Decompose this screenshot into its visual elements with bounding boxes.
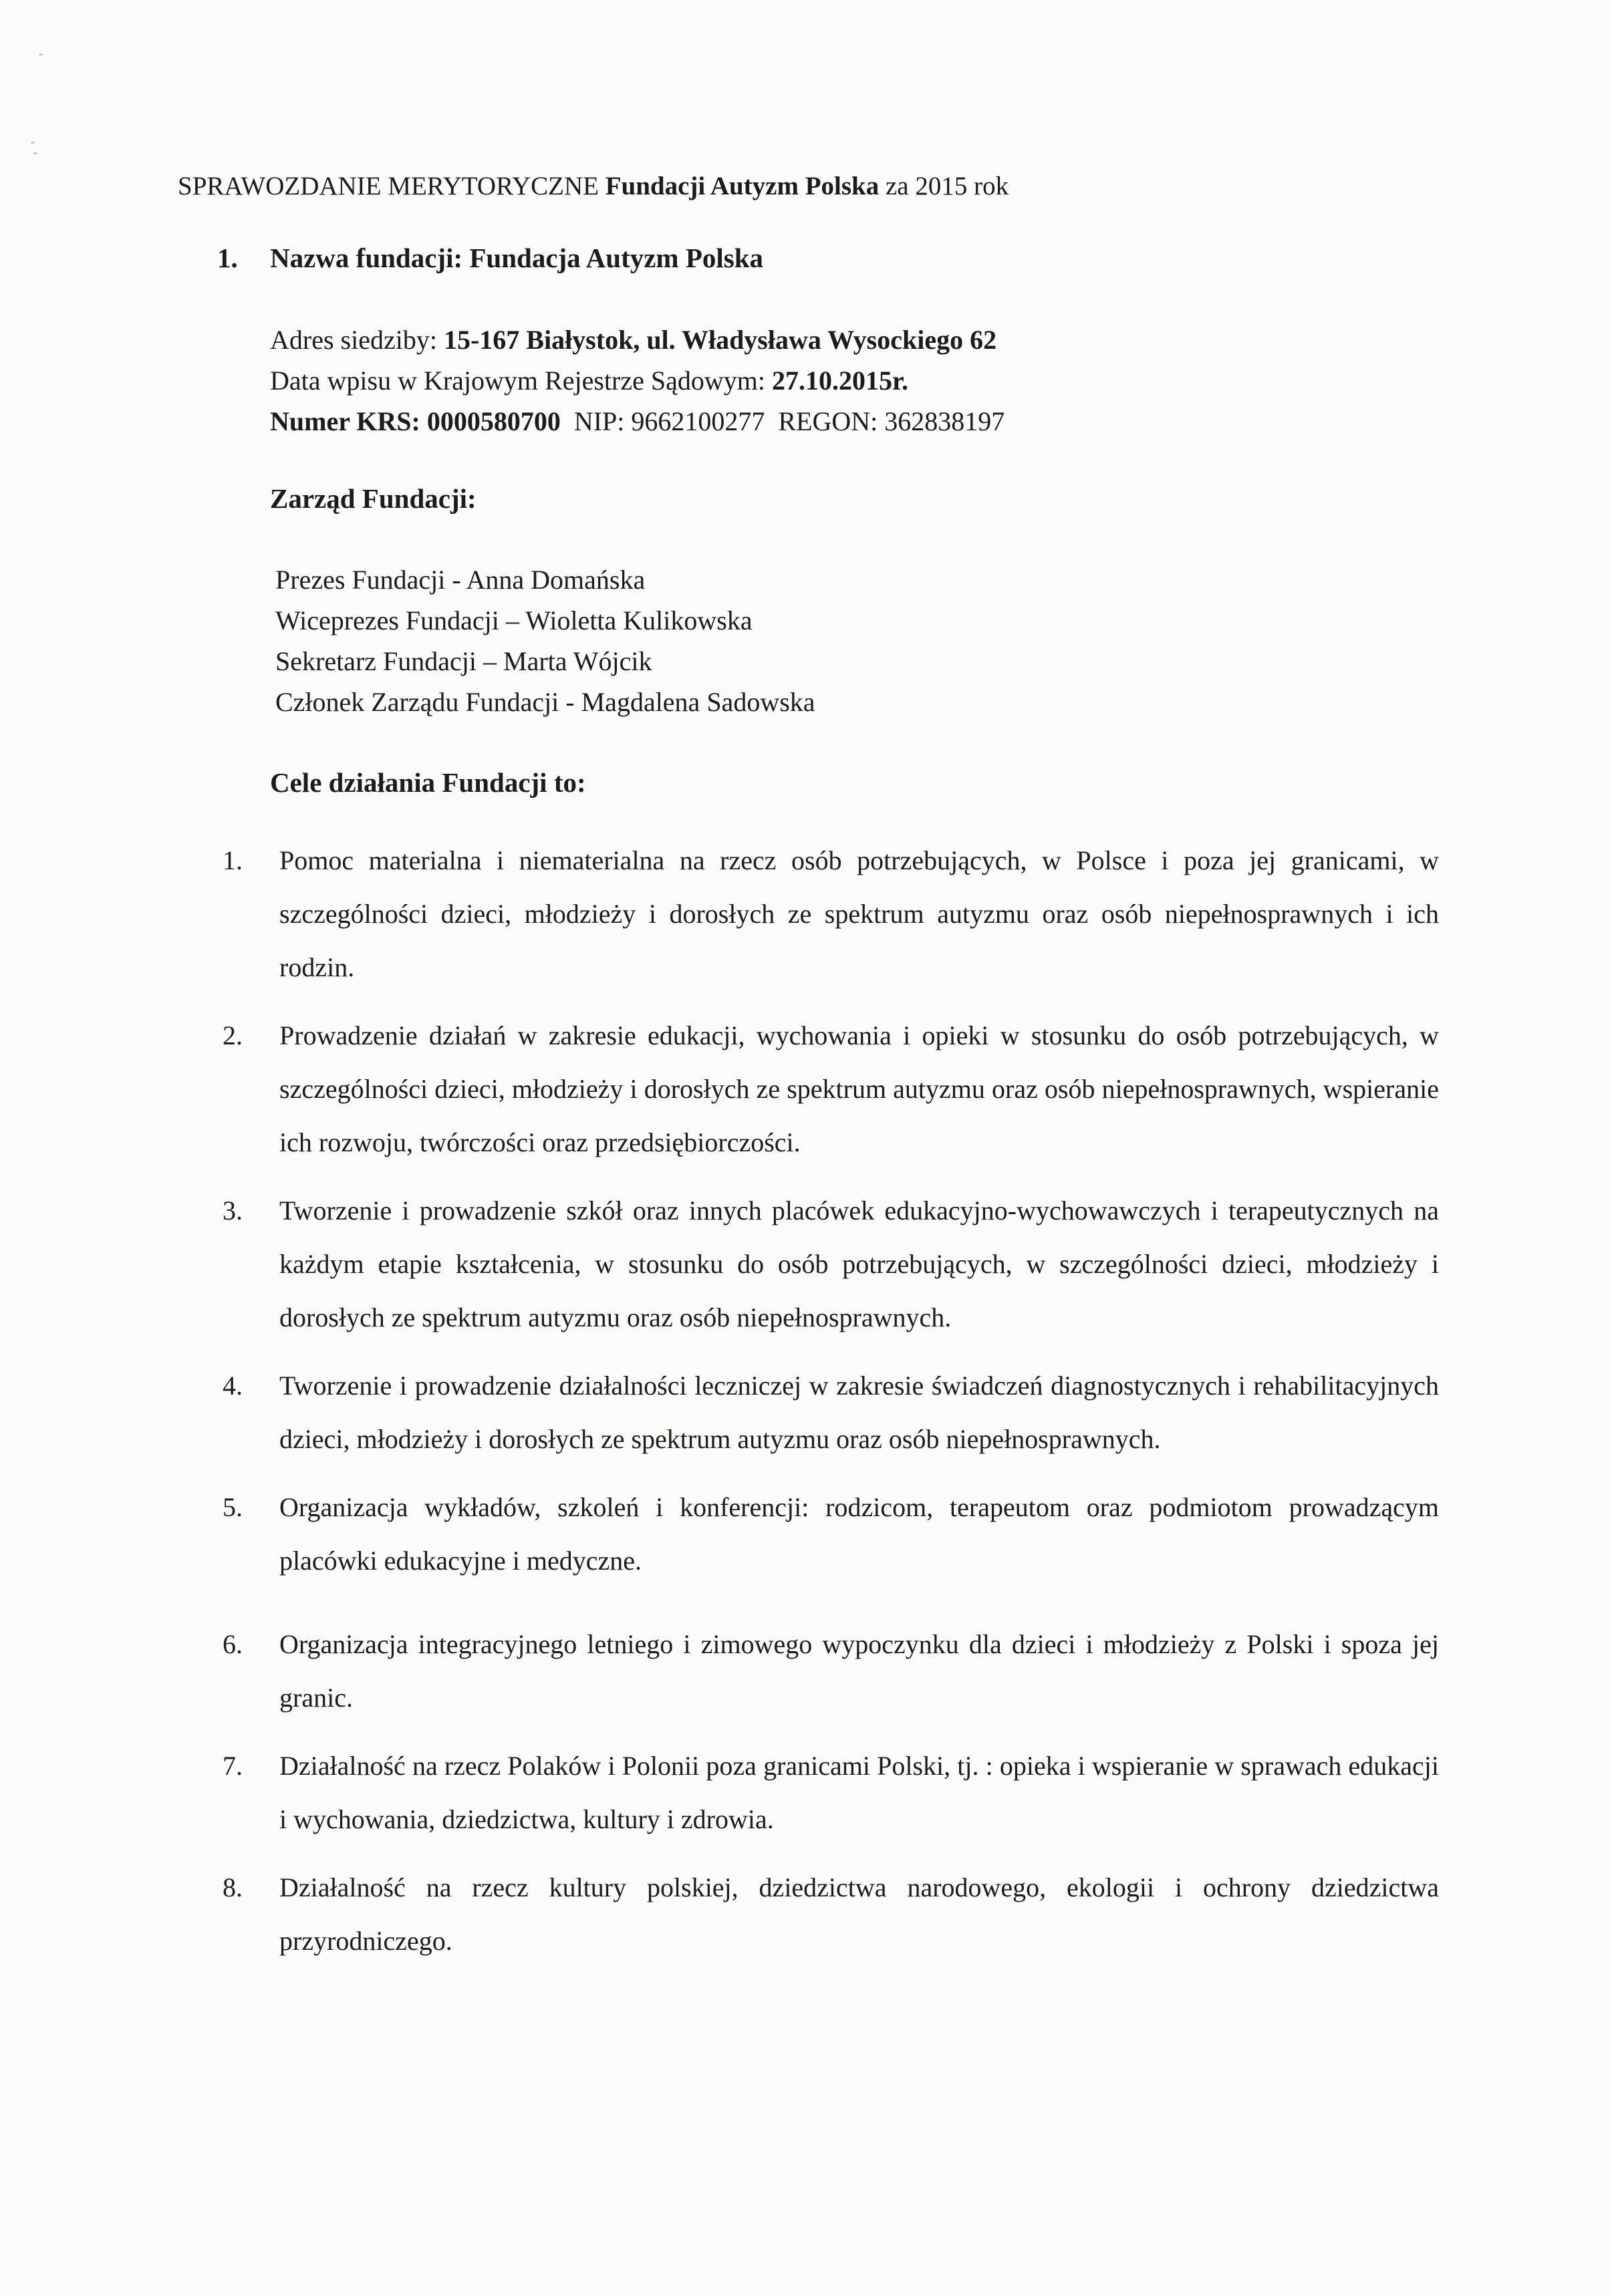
registration-line [270,360,1004,401]
address-line [270,319,1004,360]
document-title [178,171,1009,201]
goal-item [223,834,1439,994]
board-member: Członek Zarządu Fundacji - Magdalena Sadowska [275,687,815,717]
goals-heading: Cele działania Fundacji to: [270,767,586,798]
section-number: 1. [217,243,238,273]
goal-item [223,1184,1439,1344]
registration-label: Data wpisu w Krajowym Rejestrze Sądowym: [270,366,772,396]
goal-number: 1. [223,845,243,875]
board-member: Prezes Fundacji - Anna Domańska [275,565,646,595]
goal-text: Działalność na rzecz kultury polskiej, dziedzictwa narodowego, ekologii i ochrony dziedzictwa przyrodniczego. [279,1872,1439,1956]
section-heading [217,242,763,274]
goal-number: 3. [223,1195,243,1226]
goal-item [223,1739,1439,1846]
board-member: Wiceprezes Fundacji – Wioletta Kulikowska [275,605,753,635]
board-list [275,559,815,722]
goal-text: Tworzenie i prowadzenie działalności leczniczej w zakresie świadczeń diagnostycznych i rehabilitacyjnych dzieci, młodzieży i dorosłych ze spektrum autyzmu oraz osób niepełnosprawnych. [279,1371,1439,1454]
title-regular-a: SPRAWOZDANIE MERYTORYCZNE [178,172,606,200]
goal-number: 8. [223,1872,243,1902]
goal-number: 5. [223,1492,243,1522]
address-label: Adres siedziby: [270,325,444,355]
goal-text: Organizacja wykładów, szkoleń i konferencji: rodzicom, terapeutom oraz podmiotom prowadzącym placówki edukacyjne i medyczne. [279,1492,1439,1576]
title-bold: Fundacji Autyzm Polska [605,172,880,200]
goal-number: 4. [223,1371,243,1401]
scan-speck [31,142,35,144]
title-regular-b: za 2015 rok [879,172,1009,200]
goals-list [223,834,1439,1968]
goal-text: Prowadzenie działań w zakresie edukacji, wychowania i opieki w stosunku do osób potrzebujących, w szczególności dzieci, młodzieży i dorosłych ze spektrum autyzmu oraz osób niepełnosprawnych, wspieranie ich rozwoju, twórczości oraz przedsiębiorczości. [279,1020,1439,1157]
goal-item [223,1359,1439,1466]
goal-item [223,1009,1439,1169]
goal-item [223,1618,1439,1725]
goal-item [223,1861,1439,1968]
section-heading-text: Nazwa fundacji: Fundacja Autyzm Polska [270,243,764,273]
goal-number: 6. [223,1629,243,1659]
goal-text: Pomoc materialna i niematerialna na rzecz osób potrzebujących, w Polsce i poza jej granicami, w szczególności dzieci, młodzieży i dorosłych ze spektrum autyzmu oraz osób niepełnosprawnych i ich rodzin. [279,845,1439,982]
goal-number: 7. [223,1751,243,1781]
goal-text: Organizacja integracyjnego letniego i zimowego wypoczynku dla dzieci i młodzieży z Polski i spoza jej granic. [279,1629,1439,1713]
goal-number: 2. [223,1020,243,1050]
board-heading: Zarząd Fundacji: [270,483,477,514]
krs-line [270,401,1004,442]
address-value: 15-167 Białystok, ul. Władysława Wysockiego 62 [443,325,997,355]
registration-value: 27.10.2015r. [771,366,909,396]
address-block [270,319,1004,442]
krs-label: Numer KRS: [270,406,427,436]
krs-value: 0000580700 [426,406,561,436]
goal-item [223,1481,1439,1588]
scan-speck [39,53,43,55]
goal-text: Działalność na rzecz Polaków i Polonii poza granicami Polski, tj. : opieka i wspieranie w sprawach edukacji i wychowania, dziedzictwa, kultury i zdrowia. [279,1751,1439,1834]
nip-regon: NIP: 9662100277 REGON: 362838197 [560,406,1005,436]
goal-text: Tworzenie i prowadzenie szkół oraz innych placówek edukacyjno-wychowawczych i terapeutycznych na każdym etapie kształcenia, w stosunku do osób potrzebujących, w szczególności dzieci, młodzieży i dorosłych ze spektrum autyzmu oraz osób niepełnosprawnych. [279,1195,1439,1332]
board-member: Sekretarz Fundacji – Marta Wójcik [275,646,652,676]
scan-speck [33,152,37,154]
